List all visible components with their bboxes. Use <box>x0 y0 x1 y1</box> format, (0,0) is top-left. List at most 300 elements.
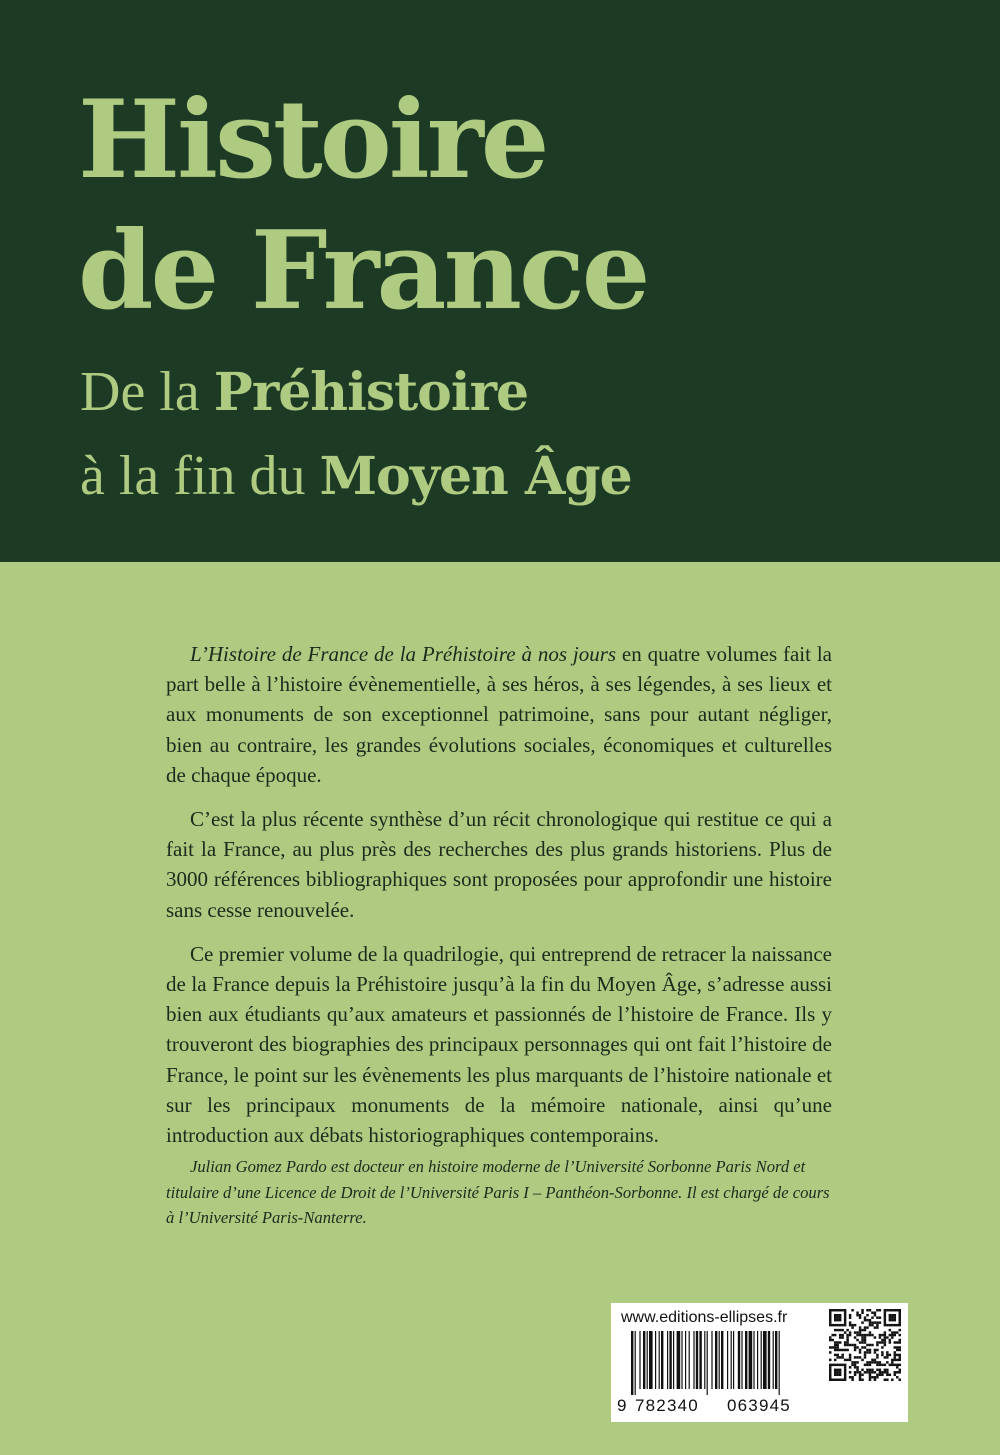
qr-module <box>866 1369 868 1371</box>
qr-module <box>834 1309 836 1311</box>
qr-module <box>889 1314 891 1316</box>
qr-module <box>884 1339 886 1341</box>
qr-module <box>856 1339 858 1341</box>
qr-module <box>894 1341 896 1343</box>
qr-module <box>871 1359 873 1361</box>
barcode-bar <box>738 1331 740 1389</box>
qr-module <box>834 1344 836 1346</box>
qr-module <box>894 1314 896 1316</box>
qr-module <box>876 1321 878 1323</box>
qr-module <box>896 1366 898 1368</box>
qr-module <box>856 1346 858 1348</box>
barcode-bar <box>647 1331 648 1389</box>
barcode-bar <box>689 1331 690 1389</box>
qr-module <box>831 1334 833 1336</box>
blurb <box>166 639 832 1164</box>
qr-module <box>871 1371 873 1373</box>
barcode-bar <box>639 1331 640 1389</box>
qr-module <box>851 1364 853 1366</box>
qr-module <box>829 1379 831 1381</box>
qr-module <box>844 1364 846 1366</box>
qr-module <box>864 1336 866 1338</box>
qr-module <box>869 1349 871 1351</box>
qr-module <box>834 1329 836 1331</box>
qr-module <box>859 1316 861 1318</box>
qr-module <box>894 1316 896 1318</box>
barcode-bar <box>643 1331 645 1389</box>
qr-module <box>834 1369 836 1371</box>
qr-module <box>834 1346 836 1348</box>
qr-module <box>829 1314 831 1316</box>
qr-module <box>851 1309 853 1311</box>
qr-module <box>871 1361 873 1363</box>
qr-module <box>884 1364 886 1366</box>
subtitle-emphasis: Moyen Âge <box>319 446 632 507</box>
qr-module <box>849 1314 851 1316</box>
qr-module <box>886 1351 888 1353</box>
qr-module <box>891 1319 893 1321</box>
qr-module <box>829 1364 831 1366</box>
qr-module <box>846 1339 848 1341</box>
qr-module <box>874 1336 876 1338</box>
qr-module <box>881 1334 883 1336</box>
qr-module <box>861 1334 863 1336</box>
qr-module <box>876 1324 878 1326</box>
qr-module <box>849 1371 851 1373</box>
qr-module <box>844 1324 846 1326</box>
barcode-bar <box>757 1331 758 1389</box>
qr-module <box>841 1324 843 1326</box>
qr-module <box>889 1316 891 1318</box>
qr-module <box>879 1369 881 1371</box>
qr-module <box>859 1351 861 1353</box>
qr-module <box>836 1371 838 1373</box>
qr-module <box>866 1351 868 1353</box>
barcode-bar <box>715 1331 717 1389</box>
qr-module <box>889 1339 891 1341</box>
qr-module <box>854 1361 856 1363</box>
qr-module <box>841 1364 843 1366</box>
qr-module <box>884 1331 886 1333</box>
qr-module <box>864 1334 866 1336</box>
qr-module <box>859 1376 861 1378</box>
qr-module <box>829 1324 831 1326</box>
qr-module <box>879 1364 881 1366</box>
qr-module <box>886 1374 888 1376</box>
qr-module <box>871 1376 873 1378</box>
qr-module <box>884 1324 886 1326</box>
qr-module <box>884 1311 886 1313</box>
qr-module <box>886 1336 888 1338</box>
qr-module <box>869 1334 871 1336</box>
qr-module <box>899 1354 901 1356</box>
qr-module <box>861 1309 863 1311</box>
qr-module <box>861 1321 863 1323</box>
qr-module <box>881 1346 883 1348</box>
qr-module <box>844 1311 846 1313</box>
qr-module <box>839 1349 841 1351</box>
qr-module <box>881 1354 883 1356</box>
qr-module <box>881 1351 883 1353</box>
qr-module <box>894 1371 896 1373</box>
qr-module <box>874 1361 876 1363</box>
qr-module <box>864 1346 866 1348</box>
qr-module <box>881 1371 883 1373</box>
qr-module <box>871 1344 873 1346</box>
qr-module <box>879 1374 881 1376</box>
qr-module <box>866 1371 868 1373</box>
qr-module <box>839 1336 841 1338</box>
qr-module <box>894 1319 896 1321</box>
qr-module <box>836 1379 838 1381</box>
qr-module <box>899 1346 901 1348</box>
qr-module <box>869 1324 871 1326</box>
qr-module <box>831 1364 833 1366</box>
qr-module <box>876 1369 878 1371</box>
qr-module <box>836 1346 838 1348</box>
qr-module <box>851 1326 853 1328</box>
barcode-bar <box>719 1331 720 1389</box>
qr-module <box>839 1324 841 1326</box>
qr-module <box>836 1344 838 1346</box>
qr-module <box>896 1376 898 1378</box>
qr-module <box>864 1316 866 1318</box>
qr-module <box>889 1334 891 1336</box>
qr-module <box>856 1361 858 1363</box>
qr-module <box>899 1359 901 1361</box>
qr-module <box>866 1319 868 1321</box>
qr-module <box>891 1316 893 1318</box>
qr-module <box>881 1339 883 1341</box>
qr-module <box>861 1369 863 1371</box>
qr-module <box>869 1361 871 1363</box>
qr-module <box>894 1334 896 1336</box>
qr-module <box>834 1341 836 1343</box>
qr-module <box>844 1369 846 1371</box>
qr-module <box>871 1321 873 1323</box>
qr-module <box>839 1309 841 1311</box>
qr-module <box>836 1319 838 1321</box>
qr-module <box>899 1334 901 1336</box>
qr-module <box>854 1344 856 1346</box>
qr-module <box>839 1341 841 1343</box>
qr-module <box>896 1346 898 1348</box>
qr-module <box>856 1356 858 1358</box>
qr-module <box>864 1364 866 1366</box>
barcode-panel <box>611 1303 908 1422</box>
qr-module <box>884 1321 886 1323</box>
qr-module <box>839 1314 841 1316</box>
barcode-bar <box>753 1331 754 1389</box>
qr-module <box>866 1361 868 1363</box>
qr-module <box>851 1324 853 1326</box>
barcode-bar <box>677 1331 681 1389</box>
qr-module <box>876 1354 878 1356</box>
qr-module <box>839 1371 841 1373</box>
qr-module <box>874 1379 876 1381</box>
qr-module <box>836 1324 838 1326</box>
qr-module <box>899 1341 901 1343</box>
qr-module <box>899 1324 901 1326</box>
qr-module <box>831 1346 833 1348</box>
isbn-digit-first: 9 <box>617 1396 628 1415</box>
qr-module <box>894 1374 896 1376</box>
qr-module <box>876 1344 878 1346</box>
qr-module <box>874 1311 876 1313</box>
qr-module <box>899 1319 901 1321</box>
barcode-bar <box>745 1331 747 1389</box>
qr-module <box>836 1374 838 1376</box>
qr-module <box>894 1331 896 1333</box>
qr-module <box>849 1344 851 1346</box>
qr-module <box>859 1314 861 1316</box>
qr-module <box>846 1336 848 1338</box>
qr-module <box>834 1364 836 1366</box>
barcode-bar <box>681 1331 682 1389</box>
qr-module <box>846 1359 848 1361</box>
qr-module <box>884 1371 886 1373</box>
qr-module <box>829 1321 831 1323</box>
qr-module <box>879 1341 881 1343</box>
barcode-bar <box>696 1331 698 1389</box>
qr-module <box>854 1349 856 1351</box>
qr-module <box>896 1371 898 1373</box>
qr-module <box>839 1374 841 1376</box>
qr-module <box>889 1364 891 1366</box>
qr-module <box>891 1359 893 1361</box>
qr-module <box>866 1309 868 1311</box>
qr-module <box>851 1379 853 1381</box>
qr-module <box>864 1329 866 1331</box>
qr-module <box>869 1374 871 1376</box>
barcode-bar <box>727 1331 728 1389</box>
qr-module <box>834 1319 836 1321</box>
qr-module <box>896 1359 898 1361</box>
qr-module <box>864 1326 866 1328</box>
qr-module <box>891 1336 893 1338</box>
qr-module <box>839 1316 841 1318</box>
qr-module <box>884 1334 886 1336</box>
qr-module <box>881 1364 883 1366</box>
qr-module <box>899 1316 901 1318</box>
qr-module <box>829 1316 831 1318</box>
qr-module <box>859 1329 861 1331</box>
qr-module <box>869 1331 871 1333</box>
qr-module <box>841 1329 843 1331</box>
qr-module <box>849 1366 851 1368</box>
qr-module <box>894 1351 896 1353</box>
qr-module <box>851 1361 853 1363</box>
qr-module <box>829 1339 831 1341</box>
qr-module <box>879 1371 881 1373</box>
qr-module <box>834 1349 836 1351</box>
qr-module <box>869 1344 871 1346</box>
qr-module <box>884 1314 886 1316</box>
qr-module <box>861 1346 863 1348</box>
qr-module <box>866 1314 868 1316</box>
qr-module <box>849 1321 851 1323</box>
qr-module <box>846 1341 848 1343</box>
title-band <box>0 0 1000 562</box>
qr-module <box>834 1334 836 1336</box>
qr-module <box>884 1356 886 1358</box>
qr-module <box>896 1341 898 1343</box>
barcode-bar <box>659 1331 660 1389</box>
qr-module <box>844 1366 846 1368</box>
qr-module <box>886 1324 888 1326</box>
qr-module <box>854 1366 856 1368</box>
qr-module <box>866 1344 868 1346</box>
barcode-bar <box>669 1331 671 1389</box>
qr-module <box>881 1374 883 1376</box>
qr-module <box>876 1374 878 1376</box>
qr-module <box>896 1324 898 1326</box>
qr-module <box>864 1354 866 1356</box>
qr-module <box>899 1309 901 1311</box>
qr-module <box>859 1379 861 1381</box>
qr-module <box>856 1331 858 1333</box>
qr-module <box>879 1336 881 1338</box>
qr-module <box>829 1359 831 1361</box>
qr-module <box>899 1329 901 1331</box>
qr-module <box>834 1371 836 1373</box>
qr-module <box>884 1319 886 1321</box>
qr-module <box>869 1364 871 1366</box>
barcode-bar <box>733 1331 734 1389</box>
qr-module <box>884 1341 886 1343</box>
qr-module <box>859 1374 861 1376</box>
qr-module <box>891 1331 893 1333</box>
qr-module <box>884 1369 886 1371</box>
qr-module <box>886 1361 888 1363</box>
qr-module <box>886 1369 888 1371</box>
qr-module <box>866 1349 868 1351</box>
qr-module <box>829 1319 831 1321</box>
qr-module <box>869 1376 871 1378</box>
qr-module <box>844 1314 846 1316</box>
qr-module <box>874 1351 876 1353</box>
qr-module <box>836 1349 838 1351</box>
qr-module <box>841 1336 843 1338</box>
qr-module <box>869 1379 871 1381</box>
qr-module <box>839 1379 841 1381</box>
title-line-1: Histoire <box>78 77 547 203</box>
qr-module <box>861 1336 863 1338</box>
qr-module <box>829 1311 831 1313</box>
qr-module <box>844 1341 846 1343</box>
barcode-bar <box>761 1331 762 1389</box>
author-bio: Julian Gomez Pardo est docteur en histoire moderne de l’Université Sorbonne Paris Nord et titulaire d’une Licence de Droit de l’Université Paris I – Panthéon-Sorbonne. Il est chargé de cours à l’Université Paris-Nanterre. <box>166 1157 830 1227</box>
qr-module <box>884 1379 886 1381</box>
qr-module <box>859 1326 861 1328</box>
qr-module <box>846 1329 848 1331</box>
qr-module <box>889 1329 891 1331</box>
qr-module <box>891 1361 893 1363</box>
subtitle-text: De la <box>80 361 214 423</box>
qr-module <box>871 1316 873 1318</box>
qr-module <box>856 1311 858 1313</box>
qr-module <box>844 1309 846 1311</box>
qr-module <box>836 1354 838 1356</box>
qr-module <box>836 1356 838 1358</box>
qr-module <box>871 1311 873 1313</box>
qr-module <box>861 1379 863 1381</box>
qr-module <box>831 1339 833 1341</box>
barcode-bar <box>673 1331 674 1389</box>
qr-module <box>894 1354 896 1356</box>
qr-code <box>829 1309 901 1381</box>
qr-module <box>841 1379 843 1381</box>
qr-module <box>839 1369 841 1371</box>
qr-module <box>894 1356 896 1358</box>
qr-module <box>861 1329 863 1331</box>
qr-module <box>854 1324 856 1326</box>
isbn-number <box>617 1396 817 1416</box>
qr-module <box>899 1314 901 1316</box>
isbn-digits-group-1: 782340 <box>635 1396 699 1415</box>
qr-module <box>899 1349 901 1351</box>
qr-module <box>871 1334 873 1336</box>
qr-module <box>841 1334 843 1336</box>
qr-module <box>894 1324 896 1326</box>
qr-module <box>859 1341 861 1343</box>
qr-module <box>849 1359 851 1361</box>
barcode-bar <box>721 1331 723 1389</box>
qr-module <box>836 1341 838 1343</box>
barcode-bar <box>779 1331 780 1395</box>
qr-module <box>834 1316 836 1318</box>
qr-module <box>839 1364 841 1366</box>
qr-module <box>899 1356 901 1358</box>
qr-module <box>849 1376 851 1378</box>
qr-module <box>899 1311 901 1313</box>
qr-module <box>846 1334 848 1336</box>
barcode-bar <box>749 1331 753 1389</box>
qr-module <box>876 1341 878 1343</box>
qr-module <box>864 1339 866 1341</box>
subtitle-text: à la fin du <box>80 445 320 507</box>
qr-module <box>834 1354 836 1356</box>
subtitle-line-2 <box>80 445 632 507</box>
barcode-bar <box>773 1331 774 1389</box>
barcode-bar <box>763 1331 767 1389</box>
qr-module <box>856 1371 858 1373</box>
qr-module <box>849 1356 851 1358</box>
qr-module <box>871 1369 873 1371</box>
qr-module <box>876 1316 878 1318</box>
qr-module <box>864 1356 866 1358</box>
barcode-bar <box>704 1331 705 1389</box>
qr-module <box>876 1349 878 1351</box>
qr-module <box>889 1324 891 1326</box>
publisher-website: www.editions-ellipses.fr <box>621 1309 788 1326</box>
qr-module <box>886 1356 888 1358</box>
qr-module <box>866 1334 868 1336</box>
qr-module <box>876 1364 878 1366</box>
qr-module <box>829 1369 831 1371</box>
qr-module <box>861 1341 863 1343</box>
qr-module <box>894 1359 896 1361</box>
qr-module <box>876 1309 878 1311</box>
qr-module <box>856 1334 858 1336</box>
qr-module <box>899 1339 901 1341</box>
qr-module <box>866 1326 868 1328</box>
qr-module <box>896 1354 898 1356</box>
qr-module <box>841 1349 843 1351</box>
qr-module <box>854 1371 856 1373</box>
qr-module <box>886 1379 888 1381</box>
qr-module <box>891 1314 893 1316</box>
